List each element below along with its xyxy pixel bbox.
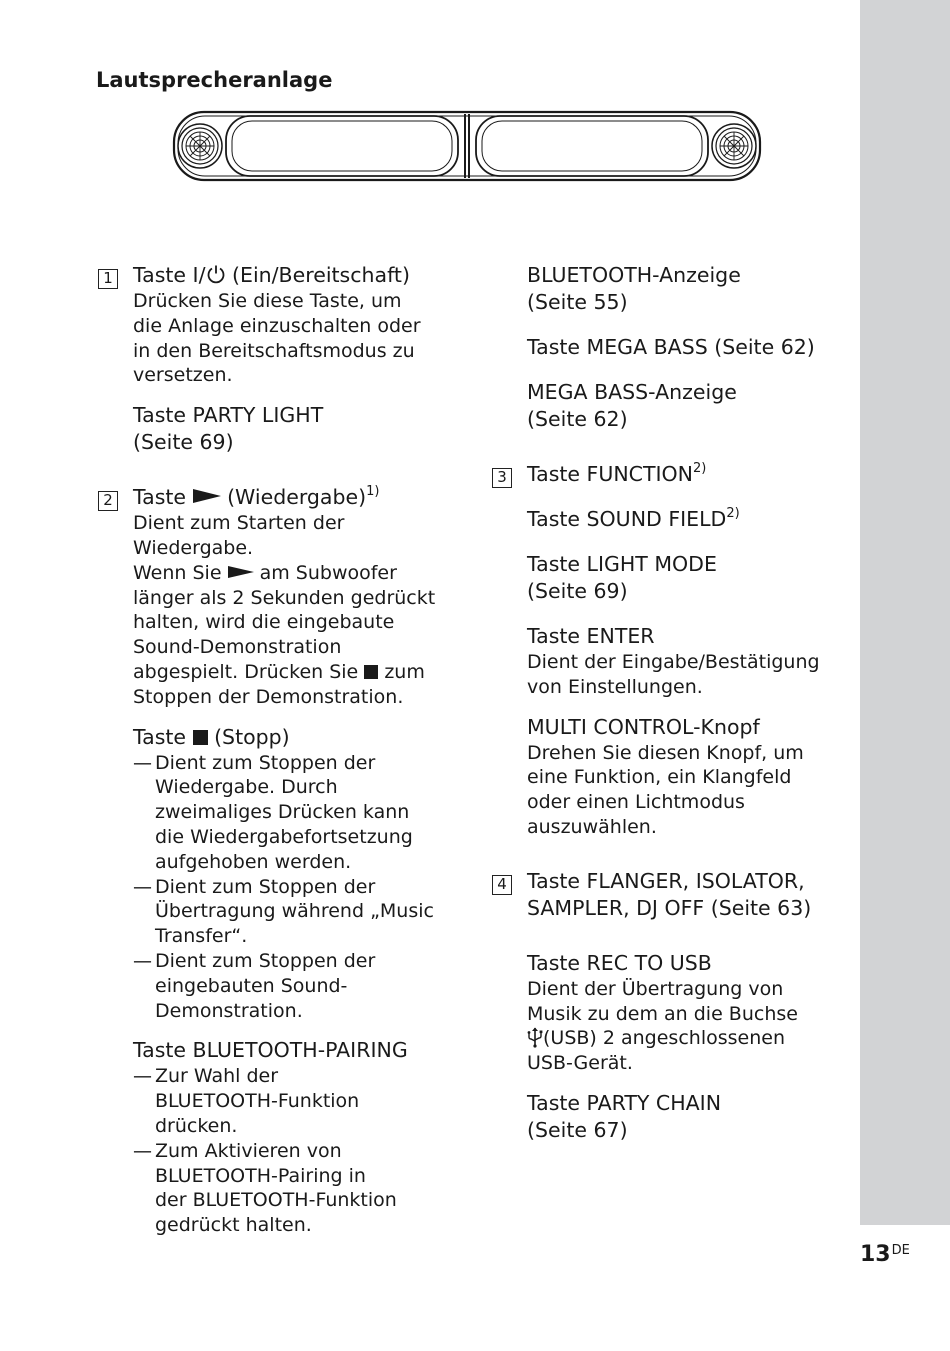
stop-icon	[193, 730, 208, 745]
item-2-continued	[490, 262, 840, 433]
item-number: 4	[492, 875, 512, 895]
play-desc-7: abgespielt. Drücken Sie zum	[133, 660, 425, 683]
power-desc-3: in den Bereitschaftsmodus zu	[133, 339, 415, 362]
power-desc-4: versetzen.	[133, 364, 233, 387]
multi-desc-3: oder einen Lichtmodus	[527, 791, 745, 814]
rec-to-usb-heading: Taste REC TO USB	[527, 950, 712, 975]
play-desc-6: Sound-Demonstration	[133, 636, 342, 659]
rec-desc-1: Dient der Übertragung von	[527, 977, 784, 1000]
play-desc-1: Dient zum Starten der	[133, 512, 345, 535]
party-light-ref: (Seite 69)	[133, 430, 234, 455]
item-number: 1	[98, 269, 118, 289]
play-desc-8: Stoppen der Demonstration.	[133, 685, 404, 708]
stop-list-item: — Dient zum Stoppen der Wiedergabe. Durch zweimaliges Drücken kann die Wiedergabefortsetzung aufgehoben werden.	[133, 751, 446, 875]
stop-button-heading: Taste (Stopp)	[133, 724, 290, 749]
pairing-list-item: — Zum Aktivieren von BLUETOOTH-Pairing in der BLUETOOTH-Funktion gedrückt halten.	[133, 1139, 446, 1238]
play-icon	[228, 566, 254, 578]
bluetooth-indicator-heading: BLUETOOTH-Anzeige	[527, 263, 741, 287]
left-column	[96, 262, 446, 1238]
light-mode-heading: Taste LIGHT MODE	[527, 552, 717, 576]
power-icon	[206, 264, 226, 284]
multi-control-heading: MULTI CONTROL-Knopf	[527, 714, 760, 739]
rec-desc-4: USB-Gerät.	[527, 1052, 633, 1075]
stop-icon	[364, 665, 378, 679]
usb-icon	[527, 1026, 543, 1048]
play-icon	[193, 489, 221, 503]
bluetooth-pairing-heading: Taste BLUETOOTH-PAIRING	[133, 1038, 408, 1063]
item-4	[490, 868, 840, 1144]
multi-desc-4: auszuwählen.	[527, 815, 657, 838]
multi-desc-2: eine Funktion, ein Klangfeld	[527, 766, 792, 789]
power-desc-2: die Anlage einzuschalten oder	[133, 314, 421, 337]
play-desc-5: halten, wird die eingebaute	[133, 611, 395, 634]
item-number: 3	[492, 468, 512, 488]
item-1	[96, 262, 446, 456]
enter-button-heading: Taste ENTER	[527, 624, 655, 648]
mega-bass-button-heading: Taste MEGA BASS (Seite 62)	[527, 335, 815, 359]
side-thumb-tab	[860, 0, 950, 1225]
play-button-heading: Taste (Wiedergabe)$^{1)}$	[133, 484, 380, 510]
page-title: Lautsprecheranlage	[96, 68, 333, 92]
right-column	[490, 262, 840, 1144]
rec-desc-2: Musik zu dem an die Buchse	[527, 1002, 798, 1025]
speaker-system-illustration	[172, 108, 762, 184]
power-desc-1: Drücken Sie diese Taste, um	[133, 290, 402, 312]
function-button-heading: Taste FUNCTION$^{2)}$	[527, 461, 707, 486]
page-number: 13DE	[860, 1242, 910, 1267]
play-desc-4: länger als 2 Sekunden gedrückt	[133, 586, 436, 609]
rec-desc-3: (USB) 2 angeschlossenen	[527, 1026, 840, 1051]
item-3	[490, 461, 840, 840]
pairing-list-item: — Zur Wahl der BLUETOOTH-Funktion drücken.	[133, 1064, 446, 1138]
party-light-heading: Taste PARTY LIGHT	[133, 403, 324, 428]
mega-bass-indicator-heading: MEGA BASS-Anzeige	[527, 380, 737, 404]
mega-bass-indicator-ref: (Seite 62)	[527, 407, 628, 431]
stop-list-item: — Dient zum Stoppen der eingebauten Sound- Demonstration.	[133, 949, 446, 1023]
item-number: 2	[98, 491, 118, 511]
party-chain-heading: Taste PARTY CHAIN	[527, 1090, 722, 1115]
multi-desc-1: Drehen Sie diesen Knopf, um	[527, 741, 804, 764]
sound-field-button-heading: Taste SOUND FIELD$^{2)}$	[527, 506, 740, 531]
enter-desc-1: Dient der Eingabe/Bestätigung	[527, 651, 820, 673]
play-desc-2: Wiedergabe.	[133, 536, 254, 559]
light-mode-ref: (Seite 69)	[527, 579, 628, 603]
flanger-heading-2: SAMPLER, DJ OFF (Seite 63)	[527, 895, 812, 920]
enter-desc-2: von Einstellungen.	[527, 675, 703, 698]
stop-list-item: — Dient zum Stoppen der Übertragung während „Music Transfer“.	[133, 875, 446, 949]
power-button-heading: Taste I/ (Ein/Bereitschaft)	[133, 263, 410, 287]
item-2	[96, 484, 446, 1238]
flanger-heading-1: Taste FLANGER, ISOLATOR,	[527, 868, 805, 893]
play-desc-3: Wenn Sie am Subwoofer	[133, 561, 397, 584]
bluetooth-indicator-ref: (Seite 55)	[527, 290, 628, 314]
party-chain-ref: (Seite 67)	[527, 1117, 628, 1142]
